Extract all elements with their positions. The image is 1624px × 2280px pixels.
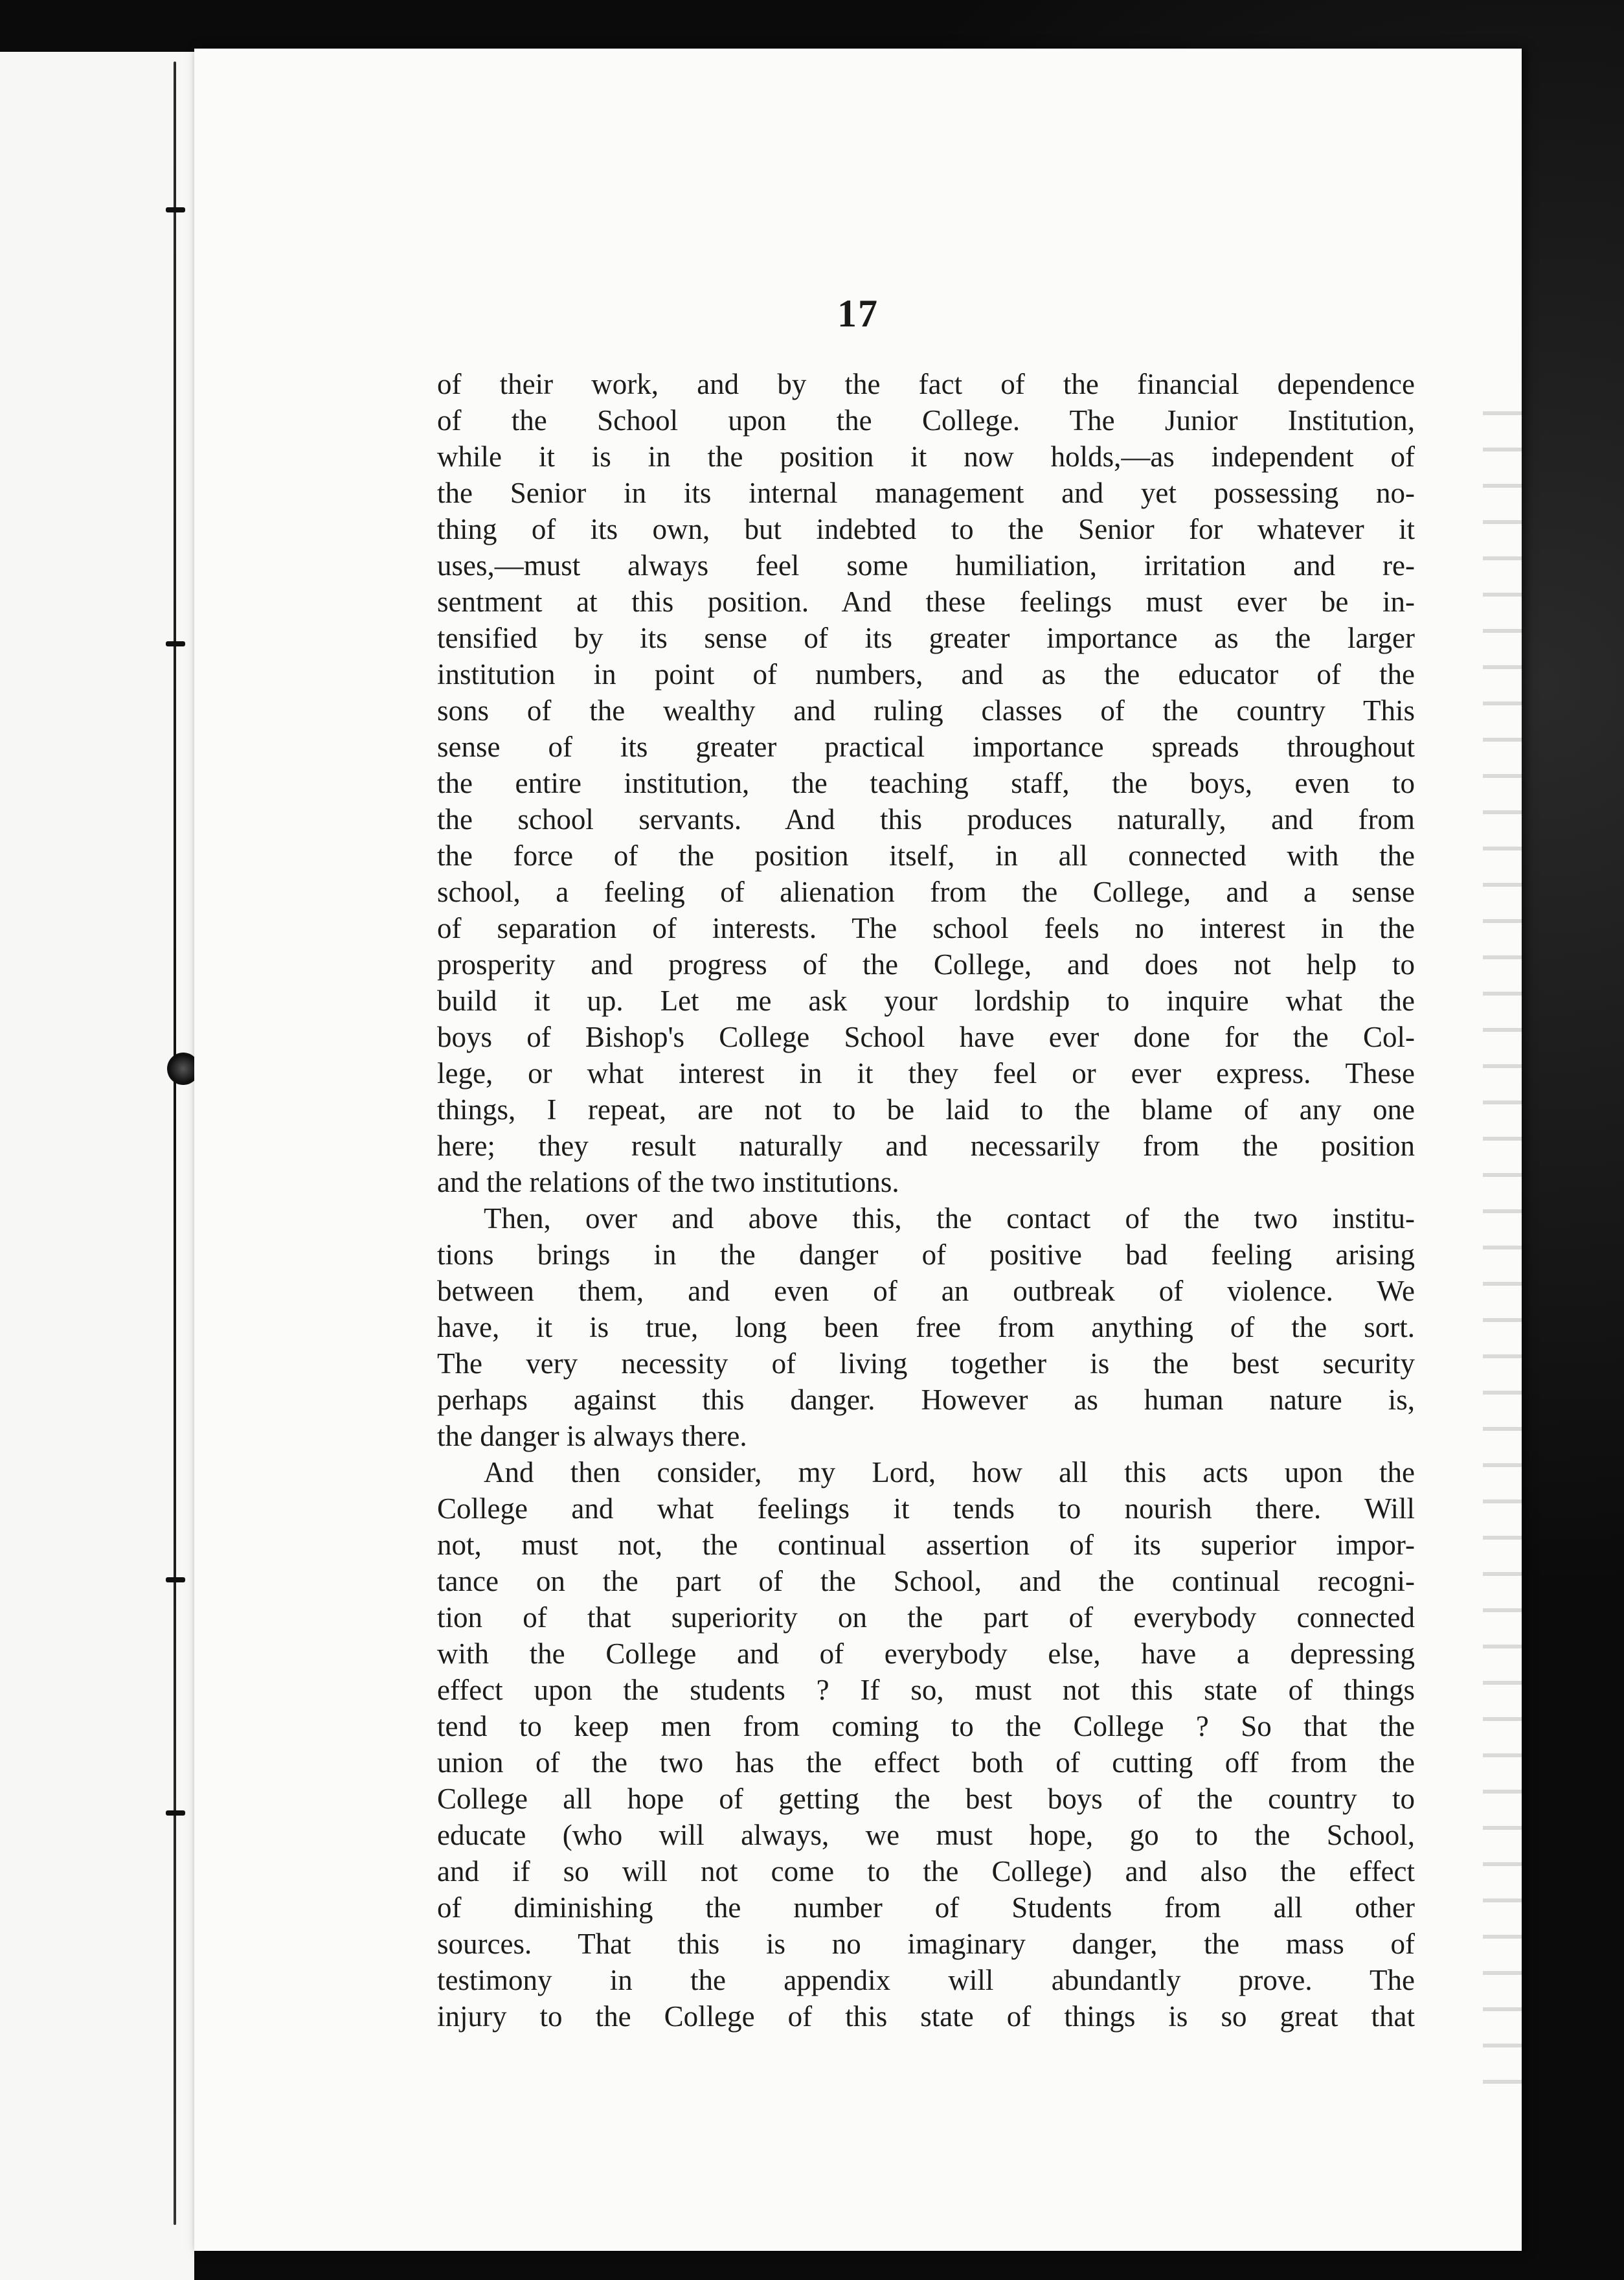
bleed-through (1483, 411, 1522, 2095)
document-page (194, 49, 1522, 2251)
text-line: with the College and of everybody else, have a depressing (437, 1637, 1415, 1670)
text-line: the force of the position itself, in all connected with the (437, 839, 1415, 872)
text-line: boys of Bishop's College School have ever done for the Col- (437, 1021, 1415, 1053)
text-line: lege, or what interest in it they feel or ever express. These (437, 1057, 1415, 1089)
text-line: here; they result naturally and necessarily from the position (437, 1130, 1415, 1162)
text-line: tions brings in the danger of positive bad feeling arising (437, 1238, 1415, 1271)
text-line: not, must not, the continual assertion of its superior impor- (437, 1529, 1415, 1561)
binding-stitch (166, 641, 185, 646)
text-line: injury to the College of this state of things is so great that (437, 2000, 1415, 2033)
previous-leaf-edge (0, 52, 194, 2280)
text-line: prosperity and progress of the College, and does not help to (437, 948, 1415, 981)
text-line: tensified by its sense of its greater importance as the larger (437, 622, 1415, 654)
text-line: the Senior in its internal management and yet possessing no- (437, 477, 1415, 509)
text-line: Then, over and above this, the contact of the two institu- (484, 1202, 1415, 1235)
text-line: tion of that superiority on the part of everybody connected (437, 1601, 1415, 1634)
text-line: union of the two has the effect both of cutting off from the (437, 1746, 1415, 1779)
text-line: College all hope of getting the best boys of the country to (437, 1783, 1415, 1815)
text-line: testimony in the appendix will abundantly prove. The (437, 1964, 1415, 1996)
text-line: of the School upon the College. The Junior Institution, (437, 404, 1415, 437)
text-line: institution in point of numbers, and as the educator of the (437, 658, 1415, 690)
text-line: of their work, and by the fact of the financial dependence (437, 368, 1415, 400)
text-line: while it is in the position it now holds,—as independent of (437, 440, 1415, 473)
page-number: 17 (837, 292, 879, 335)
body-text (437, 366, 1415, 2035)
text-line: sons of the wealthy and ruling classes of the country This (437, 694, 1415, 727)
text-line: of diminishing the number of Students from all other (437, 1891, 1415, 1924)
text-line: And then consider, my Lord, how all this acts upon the (484, 1456, 1415, 1488)
text-line: College and what feelings it tends to nourish there. Will (437, 1492, 1415, 1525)
text-line: build it up. Let me ask your lordship to inquire what the (437, 985, 1415, 1017)
text-line: sources. That this is no imaginary danger, the mass of (437, 1928, 1415, 1960)
text-line: the entire institution, the teaching staff, the boys, even to (437, 767, 1415, 799)
text-line: educate (who will always, we must hope, go to the School, (437, 1819, 1415, 1851)
text-line: of separation of interests. The school feels no interest in the (437, 912, 1415, 944)
text-line: things, I repeat, are not to be laid to the blame of any one (437, 1093, 1415, 1126)
binding-stitch (166, 1577, 185, 1582)
text-line: have, it is true, long been free from anything of the sort. (437, 1311, 1415, 1343)
text-line: The very necessity of living together is the best security (437, 1347, 1415, 1380)
text-line: the danger is always there. (437, 1420, 747, 1452)
text-line: tance on the part of the School, and the continual recogni- (437, 1565, 1415, 1597)
text-line: tend to keep men from coming to the College ? So that the (437, 1710, 1415, 1742)
text-line: thing of its own, but indebted to the Senior for whatever it (437, 513, 1415, 545)
binding-thread (174, 62, 176, 2225)
text-line: between them, and even of an outbreak of violence. We (437, 1275, 1415, 1307)
binding-stitch (166, 207, 185, 212)
text-line: the school servants. And this produces naturally, and from (437, 803, 1415, 836)
binding-stitch (166, 1810, 185, 1816)
text-line: and the relations of the two institutions. (437, 1166, 899, 1198)
text-line: sentment at this position. And these feelings must ever be in- (437, 586, 1415, 618)
text-line: effect upon the students ? If so, must not this state of things (437, 1674, 1415, 1706)
text-line: and if so will not come to the College) and also the effect (437, 1855, 1415, 1887)
text-line: school, a feeling of alienation from the College, and a sense (437, 876, 1415, 908)
text-line: perhaps against this danger. However as human nature is, (437, 1384, 1415, 1416)
text-line: uses,—must always feel some humiliation, irritation and re- (437, 549, 1415, 582)
text-line: sense of its greater practical importance spreads throughout (437, 731, 1415, 763)
